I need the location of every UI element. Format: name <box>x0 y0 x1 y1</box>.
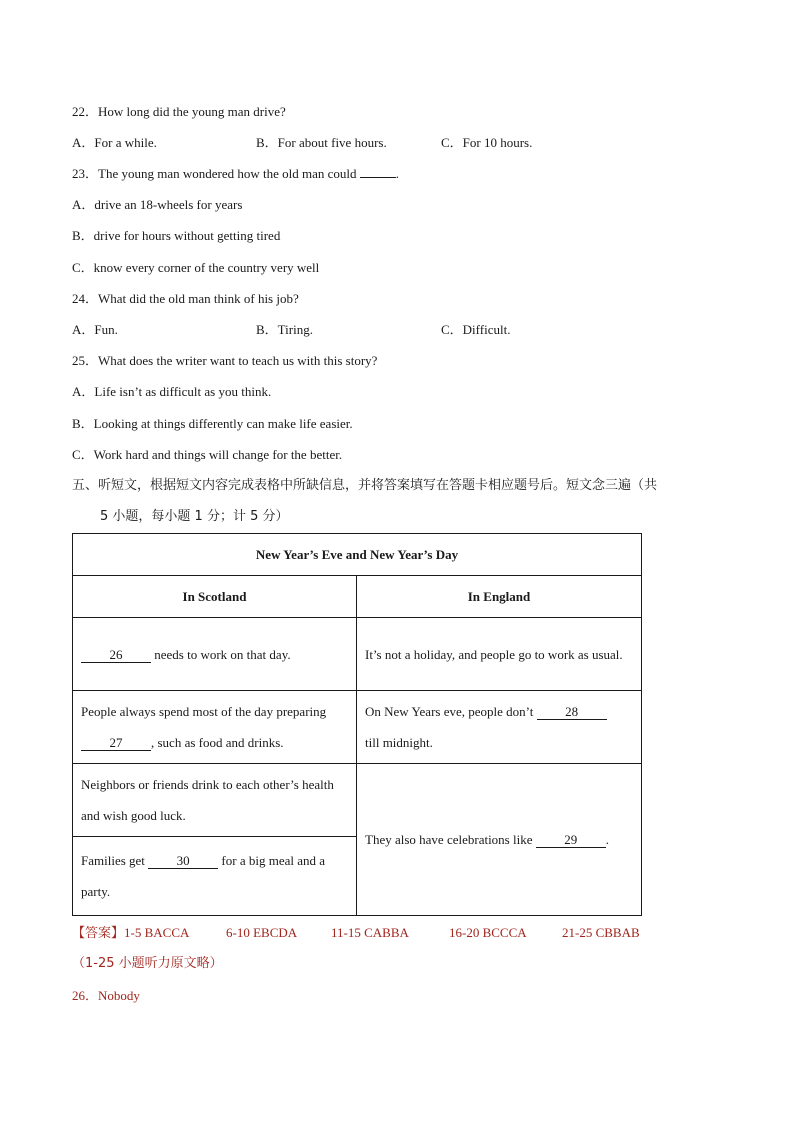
q24-option-c: C．Difficult. <box>441 322 511 337</box>
question-25: 25．What does the writer want to teach us with this story? <box>72 353 378 368</box>
section-5-instruction: 五、听短文，根据短文内容完成表格中所缺信息，并将答案填写在答题卡相应题号后。短文念三遍（共 <box>72 478 658 493</box>
q23-blank <box>360 177 396 178</box>
question-24: 24．What did the old man think of his job? <box>72 291 299 306</box>
blank-30: 30 <box>148 854 218 869</box>
table-title: New Year’s Eve and New Year’s Day <box>73 534 642 576</box>
cell-scotland-row4 <box>73 837 357 916</box>
answer-group-2: 6-10 EBCDA <box>226 925 298 940</box>
cell-scotland-row3: Neighbors or friends drink to each other’s health and wish good luck. <box>73 764 357 837</box>
cell-text: till midnight. <box>365 735 433 750</box>
answer-label: 【答案】 <box>72 926 125 941</box>
cell-scotland-row2 <box>73 691 357 764</box>
q23-option-b: B．drive for hours without getting tired <box>72 228 281 243</box>
cell-text: They also have celebrations like <box>365 832 533 847</box>
cell-text: Families get <box>81 853 145 868</box>
q24-option-b: B．Tiring. <box>256 322 313 337</box>
answer-group-5: 21-25 CBBAB <box>562 925 640 940</box>
cell-text: People always spend most of the day preparing <box>81 704 327 719</box>
cell-text: On New Years eve, people don’t <box>365 704 534 719</box>
q23-option-a: A．drive an 18-wheels for years <box>72 197 243 212</box>
answer-26: 26．Nobody <box>72 988 140 1003</box>
answer-group-3: 11-15 CABBA <box>331 925 409 940</box>
q22-option-b: B．For about five hours. <box>256 135 387 150</box>
q25-option-a: A．Life isn’t as difficult as you think. <box>72 384 272 399</box>
cell-text: , such as food and drinks. <box>151 735 284 750</box>
q25-option-c: C．Work hard and things will change for the better. <box>72 447 343 462</box>
answer-note: （1-25 小题听力原文略） <box>72 956 223 971</box>
q23-text: 23．The young man wondered how the old man could <box>72 166 357 181</box>
cell-england-row1: It’s not a holiday, and people go to work as usual. <box>357 618 642 691</box>
blank-28: 28 <box>537 705 607 720</box>
blank-27: 27 <box>81 736 151 751</box>
q22-option-a: A．For a while. <box>72 135 157 150</box>
cell-text: needs to work on that day. <box>154 646 291 662</box>
section-5-scoring: 5 小题，每小题 1 分；计 5 分） <box>100 509 289 524</box>
question-23 <box>72 166 399 182</box>
blank-26: 26 <box>81 648 151 663</box>
cell-text: . <box>605 832 609 847</box>
blank-29: 29 <box>536 833 606 848</box>
cell-scotland-row1 <box>73 618 357 691</box>
q23-text-end: . <box>395 166 399 181</box>
q22-option-c: C．For 10 hours. <box>441 135 533 150</box>
table-header-scotland: In Scotland <box>73 576 357 618</box>
question-22: 22．How long did the young man drive? <box>72 104 286 119</box>
q25-option-b: B．Looking at things differently can make life easier. <box>72 416 353 431</box>
table-header-england: In England <box>357 576 642 618</box>
answer-key <box>72 925 189 942</box>
answer-group-1: 1-5 BACCA <box>124 925 190 940</box>
cell-text: for a big meal and a party. <box>81 853 326 899</box>
listening-table <box>72 533 642 916</box>
q24-option-a: A．Fun. <box>72 322 118 337</box>
q23-option-c: C．know every corner of the country very well <box>72 260 320 275</box>
cell-england-row34 <box>357 764 642 916</box>
answer-group-4: 16-20 BCCCA <box>449 925 527 940</box>
cell-england-row2 <box>357 691 642 764</box>
